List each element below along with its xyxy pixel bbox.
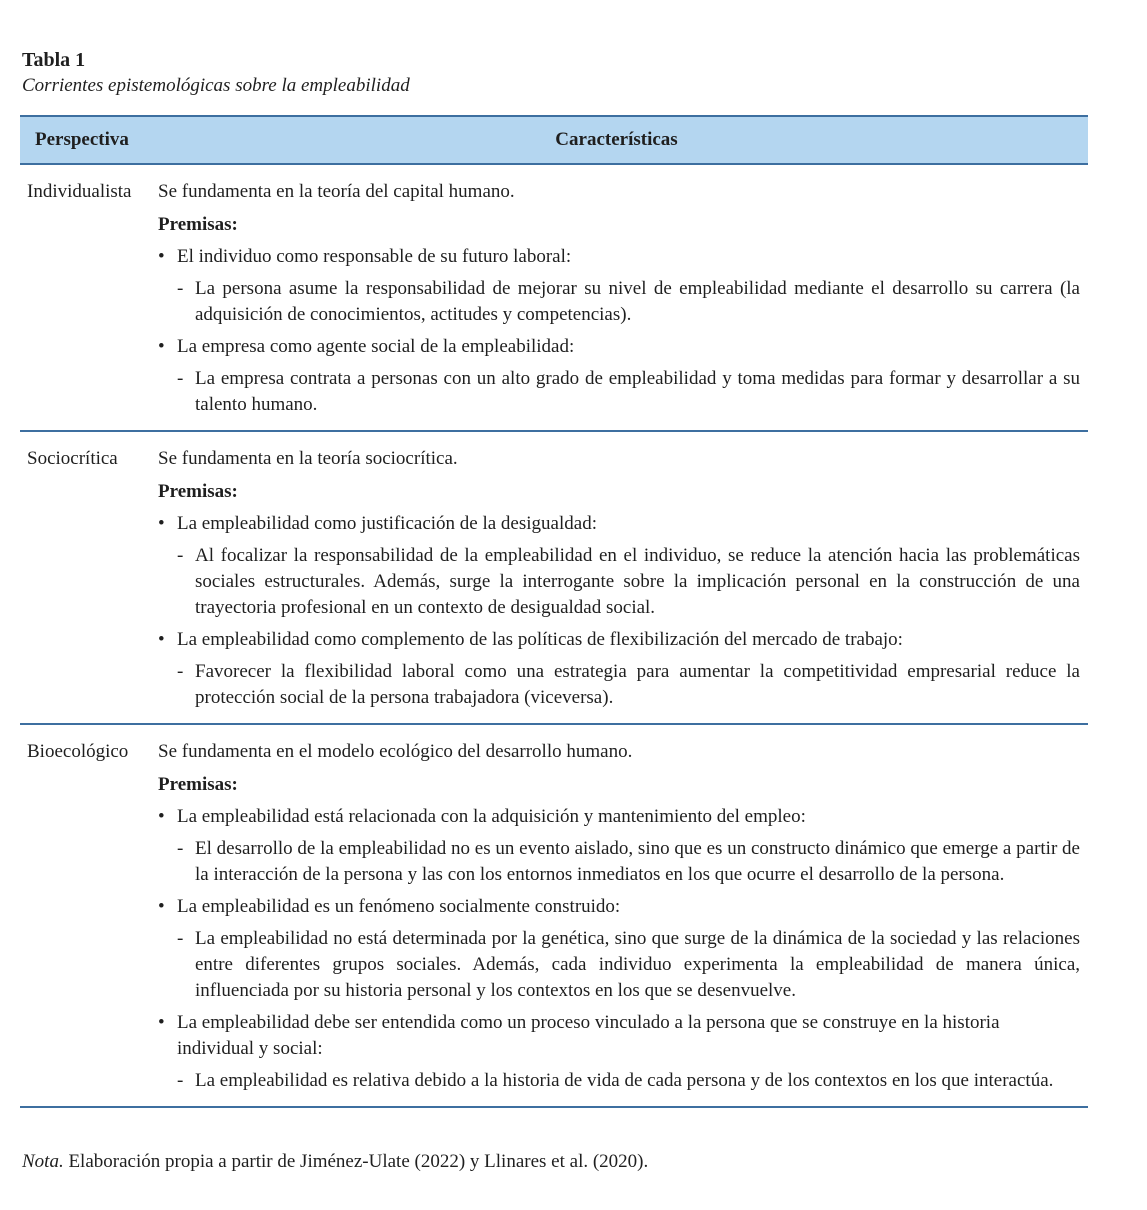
bullet-icon: • (158, 246, 165, 267)
table-body (20, 165, 1088, 1108)
bullet-icon: • (158, 513, 165, 534)
header-perspective: Perspectiva (35, 129, 129, 150)
sub-item (177, 836, 1080, 888)
bullet-icon: • (158, 629, 165, 650)
premise-text: El individuo como responsable de su futuro laboral: (177, 246, 572, 267)
sub-item (177, 659, 1080, 711)
sub-item (177, 1068, 1080, 1094)
sub-item-text: Favorecer la flexibilidad laboral como una estrategia para aumentar la competitividad empresarial reduce la protección social de la persona trabajadora (viceversa). (195, 661, 1080, 708)
premise-item (158, 1010, 1080, 1062)
epistemology-table (20, 115, 1088, 1108)
premise-text: La empleabilidad debe ser entendida como un proceso vinculado a la persona que se construye en la historia individual y social: (177, 1012, 1000, 1059)
sub-item-text: La persona asume la responsabilidad de mejorar su nivel de empleabilidad mediante el desarrollo su carrera (la adquisición de conocimientos, actitudes y competencias). (195, 278, 1080, 325)
table-label: Tabla 1 (22, 49, 86, 71)
table-caption: Corrientes epistemológicas sobre la empleabilidad (22, 75, 410, 96)
premise-item (158, 334, 1080, 360)
perspective-cell: Bioecológico (27, 741, 129, 762)
premise-item (158, 894, 1080, 920)
table-header (20, 117, 1088, 165)
premise-text: La empleabilidad es un fenómeno socialmente construido: (177, 896, 621, 917)
bullet-icon: • (158, 806, 165, 827)
dash-marker: - (177, 278, 184, 299)
sub-item (177, 366, 1080, 418)
header-characteristics: Características (555, 129, 678, 150)
dash-marker: - (177, 1070, 184, 1091)
bullet-icon: • (158, 896, 165, 917)
basis-text: Se fundamenta en el modelo ecológico del desarrollo humano. (158, 741, 633, 762)
premise-text: La empresa como agente social de la empleabilidad: (177, 336, 575, 357)
perspective-cell: Sociocrítica (27, 448, 118, 469)
premise-text: La empleabilidad como justificación de la desigualdad: (177, 513, 597, 534)
table-row (20, 165, 1088, 432)
premise-text: La empleabilidad como complemento de las políticas de flexibilización del mercado de trabajo: (177, 629, 903, 650)
premise-item (158, 244, 1080, 270)
premises-label: Premisas: (158, 481, 238, 502)
table-note (22, 1150, 648, 1174)
dash-marker: - (177, 928, 184, 949)
premise-item (158, 804, 1080, 830)
characteristics-cell (158, 725, 1088, 1106)
bullet-icon: • (158, 1012, 165, 1033)
dash-marker: - (177, 838, 184, 859)
premise-item (158, 511, 1080, 537)
premises-label: Premisas: (158, 214, 238, 235)
basis-text: Se fundamenta en la teoría del capital humano. (158, 181, 515, 202)
table-row (20, 432, 1088, 725)
sub-item (177, 543, 1080, 621)
sub-item-text: El desarrollo de la empleabilidad no es un evento aislado, sino que es un constructo dinámico que emerge a partir de la interacción de la persona y las con los entornos inmediatos en los que ocurre el desarrollo de la persona. (195, 838, 1080, 885)
characteristics-cell (158, 432, 1088, 723)
dash-marker: - (177, 368, 184, 389)
note-label: Nota. (22, 1151, 64, 1172)
premise-item (158, 627, 1080, 653)
table-row (20, 725, 1088, 1108)
note-text: Elaboración propia a partir de Jiménez-Ulate (2022) y Llinares et al. (2020). (63, 1151, 649, 1172)
sub-item-text: La empresa contrata a personas con un alto grado de empleabilidad y toma medidas para formar y desarrollar a su talento humano. (195, 368, 1080, 415)
sub-item-text: La empleabilidad es relativa debido a la historia de vida de cada persona y de los contextos en los que interactúa. (195, 1070, 1054, 1091)
characteristics-cell (158, 165, 1088, 430)
bullet-icon: • (158, 336, 165, 357)
perspective-cell: Individualista (27, 181, 132, 202)
sub-item-text: Al focalizar la responsabilidad de la empleabilidad en el individuo, se reduce la atención hacia las problemáticas sociales estructurales. Además, surge la interrogante sobre la implicación personal en la construcción de una trayectoria profesional en un contexto de desigualdad social. (195, 545, 1080, 618)
premise-text: La empleabilidad está relacionada con la adquisición y mantenimiento del empleo: (177, 806, 806, 827)
sub-item (177, 276, 1080, 328)
premises-label: Premisas: (158, 774, 238, 795)
dash-marker: - (177, 661, 184, 682)
sub-item (177, 926, 1080, 1004)
sub-item-text: La empleabilidad no está determinada por la genética, sino que surge de la dinámica de la sociedad y las relaciones entre diferentes grupos sociales. Además, cada individuo experimenta la empleabilidad de manera única, influenciada por su historia personal y los contextos en los que se desenvuelve. (195, 928, 1080, 1001)
basis-text: Se fundamenta en la teoría sociocrítica. (158, 448, 458, 469)
dash-marker: - (177, 545, 184, 566)
